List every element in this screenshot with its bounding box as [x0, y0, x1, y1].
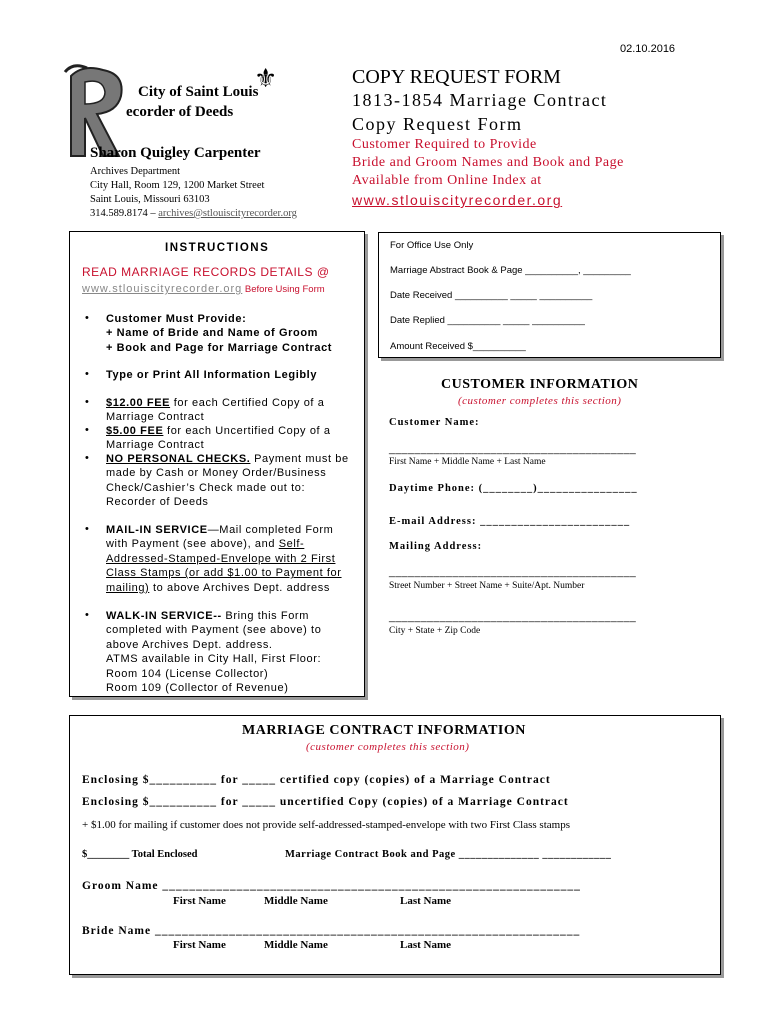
daytime-phone-field[interactable]: Daytime Phone: (________)________________ [389, 483, 638, 494]
mailing-address-label: Mailing Address: [389, 541, 483, 552]
marriage-info-title: MARRIAGE CONTRACT INFORMATION [242, 723, 526, 738]
logo-city: City of Saint Louis [138, 84, 259, 100]
instruction-line [106, 537, 361, 551]
instruction-line: Recorder of Deeds [106, 496, 209, 509]
read-details-link[interactable]: www.stlouiscityrecorder.org [82, 283, 243, 295]
email-address-field[interactable]: E-mail Address: ________________________ [389, 516, 631, 527]
book-page-field[interactable]: Marriage Contract Book and Page ______________ ____________ [285, 849, 612, 860]
instruction-certified-fee [106, 396, 361, 425]
instruction-line: Addressed-Stamped-Envelope with 2 First [106, 552, 336, 565]
no-checks-heading: NO PERSONAL CHECKS. [106, 453, 251, 465]
mail-in-sase: Self- [278, 538, 305, 551]
instruction-mail-in [106, 523, 361, 595]
form-date: 02.10.2016 [620, 43, 676, 55]
uncertified-fee: $5.00 FEE [106, 425, 164, 437]
instruction-line: Marriage Contract [106, 439, 205, 452]
instructions-title: INSTRUCTIONS [165, 242, 270, 254]
enclosing-uncertified-field[interactable]: Enclosing $__________ for _____ uncertified Copy (copies) of a Marriage Contract [82, 796, 569, 808]
instruction-line [106, 452, 361, 466]
instruction-line: Marriage Contract [106, 411, 205, 424]
city-state-zip-hint: City + State + Zip Code [389, 626, 481, 636]
mail-in-heading: MAIL-IN SERVICE [106, 524, 208, 536]
website-link[interactable]: www.stlouiscityrecorder.org [352, 192, 563, 208]
office-use-title: For Office Use Only [390, 240, 474, 251]
instruction-line [106, 581, 361, 595]
bride-middle-name-label: Middle Name [264, 939, 328, 951]
mailing-fee-note: + $1.00 for mailing if customer does not provide self-addressed-stamped-envelope with two First Class stamps [82, 819, 570, 831]
bride-last-name-label: Last Name [400, 939, 452, 951]
office-holder: Sharon Quigley Carpenter [90, 145, 261, 161]
office-date-received-field[interactable]: Date Received __________ _____ __________ [390, 290, 593, 301]
instruction-uncertified-fee [106, 424, 361, 453]
mail-in-mailing: mailing) [106, 581, 150, 594]
bullet-icon: • [85, 396, 89, 408]
groom-first-name-label: First Name [173, 895, 226, 907]
mail-in-text: —Mail completed Form [207, 524, 334, 536]
mail-in-address: to above Archives Dept. address [149, 581, 330, 594]
read-details: READ MARRIAGE RECORDS DETAILS @ [82, 265, 330, 279]
mail-in-text: with Payment (see above), and [106, 538, 279, 551]
address-city: Saint Louis, Missouri 63103 [90, 194, 210, 205]
walk-in-text: Bring this Form [221, 610, 309, 622]
bullet-icon: • [85, 609, 89, 621]
instruction-line [106, 609, 361, 623]
city-state-zip-field[interactable]: _______________________________________ [389, 611, 637, 623]
bride-name-field[interactable]: Bride Name _______________________________________________________________ [82, 925, 581, 937]
phone-number: 314.589.8174 – [90, 208, 159, 219]
groom-name-field[interactable]: Groom Name ______________________________________________________________ [82, 880, 581, 892]
customer-name-label: Customer Name: [389, 417, 480, 428]
form-title: COPY REQUEST FORM [352, 66, 561, 88]
read-details-line [82, 283, 325, 295]
form-subtitle-2: Copy Request Form [352, 114, 523, 134]
customer-name-hint: First Name + Middle Name + Last Name [389, 457, 546, 467]
address-dept: Archives Department [90, 166, 181, 177]
instruction-customer-provide [106, 312, 361, 355]
instruction-line: completed with Payment (see above) to [106, 624, 322, 637]
walk-in-heading: WALK-IN SERVICE-- [106, 610, 222, 622]
instruction-line: made by Cash or Money Order/Business [106, 467, 327, 480]
certified-fee: $12.00 FEE [106, 397, 171, 409]
logo-recorder: ecorder of Deeds [126, 104, 234, 120]
customer-name-field[interactable]: _______________________________________ [389, 443, 637, 455]
bride-first-name-label: First Name [173, 939, 226, 951]
customer-info-title: CUSTOMER INFORMATION [441, 377, 639, 392]
instruction-line: + Name of Bride and Name of Groom [106, 327, 319, 340]
certified-fee-text: for each Certified Copy of a [170, 397, 325, 409]
bullet-icon: • [85, 424, 89, 436]
enclosing-certified-field[interactable]: Enclosing $__________ for _____ certified copy (copies) of a Marriage Contract [82, 774, 551, 786]
office-date-replied-field[interactable]: Date Replied __________ _____ __________ [390, 315, 585, 326]
office-amount-field[interactable]: Amount Received $__________ [390, 341, 526, 352]
requirement-line-1: Customer Required to Provide [352, 137, 537, 152]
bullet-icon: • [85, 368, 89, 380]
bullet-icon: • [85, 523, 89, 535]
address-street: City Hall, Room 129, 1200 Market Street [90, 180, 265, 191]
instruction-no-checks [106, 452, 361, 510]
read-details-suffix: Before Using Form [242, 284, 325, 295]
instruction-line: Customer Must Provide: [106, 313, 247, 325]
instruction-line: Check/Cashier’s Check made out to: [106, 481, 306, 494]
instruction-walk-in [106, 609, 361, 695]
requirement-line-2: Bride and Groom Names and Book and Page [352, 155, 624, 170]
fleur-de-lis-icon: ⚜ [254, 64, 278, 93]
street-address-hint: Street Number + Street Name + Suite/Apt. Number [389, 581, 585, 591]
address-contact [90, 208, 297, 219]
bullet-icon: • [85, 312, 89, 324]
instruction-legibly: Type or Print All Information Legibly [106, 369, 318, 381]
no-checks-text: Payment must be [250, 453, 349, 465]
total-enclosed-field[interactable]: $________ Total Enclosed [82, 849, 198, 860]
instruction-line [106, 396, 361, 410]
instruction-line: above Archives Dept. address. [106, 638, 273, 651]
form-subtitle-1: 1813-1854 Marriage Contract [352, 90, 608, 110]
bullet-icon: • [85, 452, 89, 464]
email-link[interactable]: archives@stlouiscityrecorder.org [158, 208, 297, 219]
instruction-line: Room 104 (License Collector) [106, 667, 269, 680]
instruction-line: Room 109 (Collector of Revenue) [106, 682, 289, 695]
customer-info-subtitle: (customer completes this section) [458, 395, 622, 407]
instruction-line: + Book and Page for Marriage Contract [106, 341, 333, 354]
requirement-line-3: Available from Online Index at [352, 173, 542, 188]
instruction-line: Class Stamps (or add $1.00 to Payment for [106, 567, 342, 580]
instruction-line: ATMS available in City Hall, First Floor: [106, 653, 322, 666]
instruction-line [106, 523, 361, 537]
groom-middle-name-label: Middle Name [264, 895, 328, 907]
office-abstract-field[interactable]: Marriage Abstract Book & Page __________, _________ [390, 265, 631, 276]
instruction-line [106, 424, 361, 438]
uncertified-fee-text: for each Uncertified Copy of a [163, 425, 331, 437]
groom-last-name-label: Last Name [400, 895, 452, 907]
marriage-info-subtitle: (customer completes this section) [306, 741, 470, 753]
street-address-field[interactable]: _______________________________________ [389, 566, 637, 578]
